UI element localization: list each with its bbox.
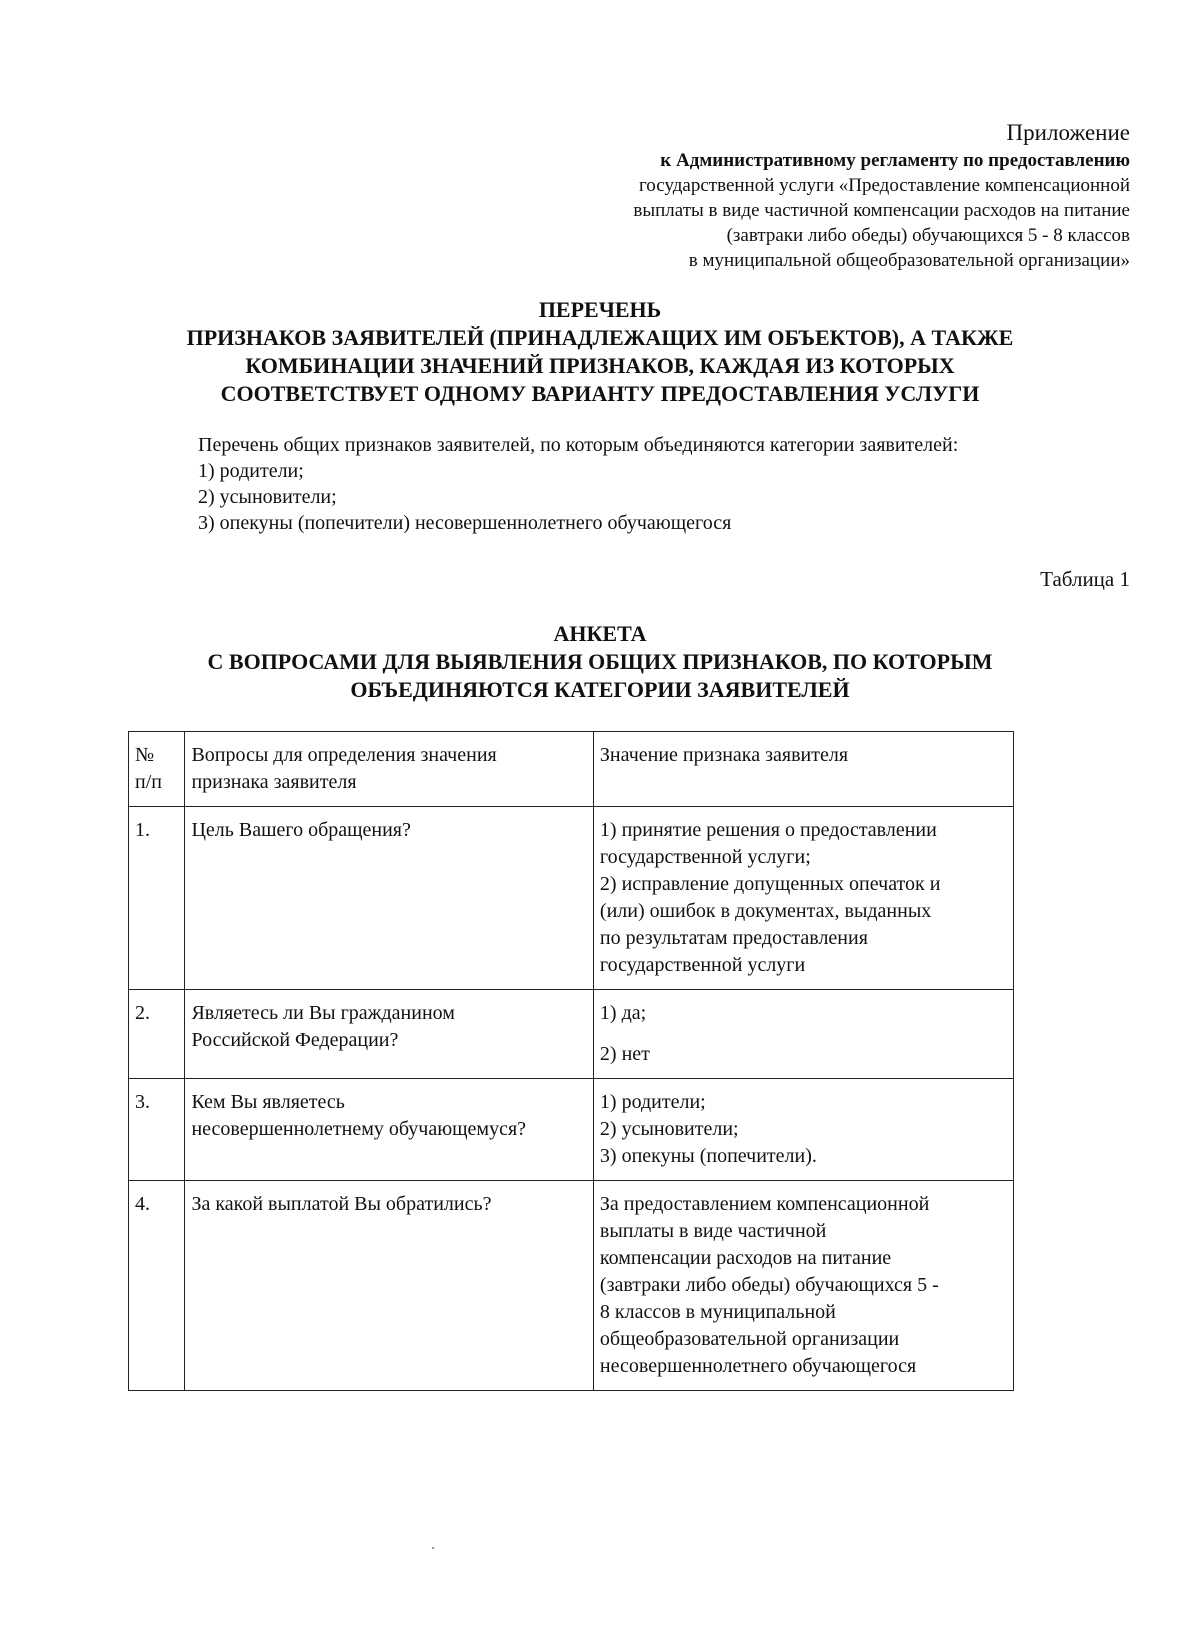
cell-line: Кем Вы являетесь [191, 1091, 345, 1113]
row-question [185, 1181, 593, 1391]
table-row [129, 1181, 1014, 1391]
row-number: 2. [129, 990, 185, 1079]
cell-line: несовершеннолетнему обучающемуся? [191, 1118, 527, 1140]
cell-line: 8 классов в муниципальной [599, 1301, 836, 1323]
row-number: 3. [129, 1079, 185, 1181]
cell-line: За какой выплатой Вы обратились? [191, 1193, 492, 1215]
general-item: 3) опекуны (попечители) несовершеннолетнего обучающегося [198, 512, 732, 534]
header-cell-num [129, 732, 185, 807]
cell-line: государственной услуги; [599, 846, 811, 868]
cell-line: несовершеннолетнего обучающегося [599, 1355, 917, 1377]
scan-speck [432, 1547, 434, 1549]
appendix-line: к Административному регламенту по предоставлению [660, 150, 1130, 171]
cell-line: 1) да; [599, 1002, 647, 1024]
header-text: п/п [135, 771, 162, 793]
header-cell-value [593, 732, 1013, 807]
cell-gap [600, 1027, 1007, 1041]
cell-line: 1) принятие решения о предоставлении [599, 819, 937, 841]
header-text: Значение признака заявителя [599, 744, 849, 766]
list-heading [0, 296, 1200, 408]
general-features-block [198, 432, 958, 536]
cell-line: по результатам предоставления [599, 927, 868, 949]
table-row [129, 807, 1014, 990]
header-text: № [135, 744, 155, 766]
header-text: Вопросы для определения значения [191, 744, 497, 766]
row-question [185, 1079, 593, 1181]
appendix-line: выплаты в виде частичной компенсации расходов на питание [633, 200, 1130, 221]
cell-line: Цель Вашего обращения? [191, 819, 411, 841]
appendix-line: (завтраки либо обеды) обучающихся 5 - 8 классов [726, 225, 1130, 246]
heading-line: С ВОПРОСАМИ ДЛЯ ВЫЯВЛЕНИЯ ОБЩИХ ПРИЗНАКОВ, ПО КОТОРЫМ [207, 649, 993, 674]
table-label: Таблица 1 [1040, 567, 1130, 591]
row-value [593, 1181, 1013, 1391]
cell-line: 2) исправление допущенных опечаток и [599, 873, 941, 895]
table-row [129, 1079, 1014, 1181]
questionnaire-heading [0, 620, 1200, 704]
heading-line: ПРИЗНАКОВ ЗАЯВИТЕЛЕЙ (ПРИНАДЛЕЖАЩИХ ИМ ОБЪЕКТОВ), А ТАКЖЕ [186, 325, 1014, 350]
row-question [185, 990, 593, 1079]
heading-line: СООТВЕТСТВУЕТ ОДНОМУ ВАРИАНТУ ПРЕДОСТАВЛЕНИЯ УСЛУГИ [220, 381, 980, 406]
general-item: 2) усыновители; [198, 486, 337, 508]
cell-line: 2) усыновители; [599, 1118, 739, 1140]
header-cell-question [185, 732, 593, 807]
heading-line: АНКЕТА [553, 621, 647, 646]
heading-line: ПЕРЕЧЕНЬ [538, 297, 662, 322]
table-header-row [129, 732, 1014, 807]
appendix-title: Приложение [1006, 120, 1130, 145]
cell-line: 1) родители; [599, 1091, 706, 1113]
table-row [129, 990, 1014, 1079]
cell-line: государственной услуги [599, 954, 806, 976]
heading-line: ОБЪЕДИНЯЮТСЯ КАТЕГОРИИ ЗАЯВИТЕЛЕЙ [350, 677, 850, 702]
general-intro: Перечень общих признаков заявителей, по которым объединяются категории заявителей: [198, 434, 959, 456]
cell-line: общеобразовательной организации [599, 1328, 900, 1350]
general-item: 1) родители; [198, 460, 304, 482]
cell-line: Являетесь ли Вы гражданином [191, 1002, 455, 1024]
row-number: 1. [129, 807, 185, 990]
row-value [593, 990, 1013, 1079]
cell-line: выплаты в виде частичной [599, 1220, 827, 1242]
cell-line: 3) опекуны (попечители). [599, 1145, 817, 1167]
row-value [593, 1079, 1013, 1181]
cell-line: (завтраки либо обеды) обучающихся 5 - [599, 1274, 939, 1296]
questionnaire-table [128, 731, 1014, 1391]
cell-line: 2) нет [599, 1043, 650, 1065]
row-value [593, 807, 1013, 990]
heading-line: КОМБИНАЦИИ ЗНАЧЕНИЙ ПРИЗНАКОВ, КАЖДАЯ ИЗ КОТОРЫХ [245, 353, 955, 378]
cell-line: Российской Федерации? [191, 1029, 399, 1051]
row-number: 4. [129, 1181, 185, 1391]
header-text: признака заявителя [191, 771, 357, 793]
row-question [185, 807, 593, 990]
cell-line: За предоставлением компенсационной [599, 1193, 930, 1215]
appendix-block [633, 118, 1130, 273]
appendix-line: государственной услуги «Предоставление компенсационной [638, 175, 1130, 196]
cell-line: (или) ошибок в документах, выданных [599, 900, 932, 922]
cell-line: компенсации расходов на питание [599, 1247, 892, 1269]
appendix-line: в муниципальной общеобразовательной организации» [688, 250, 1130, 271]
